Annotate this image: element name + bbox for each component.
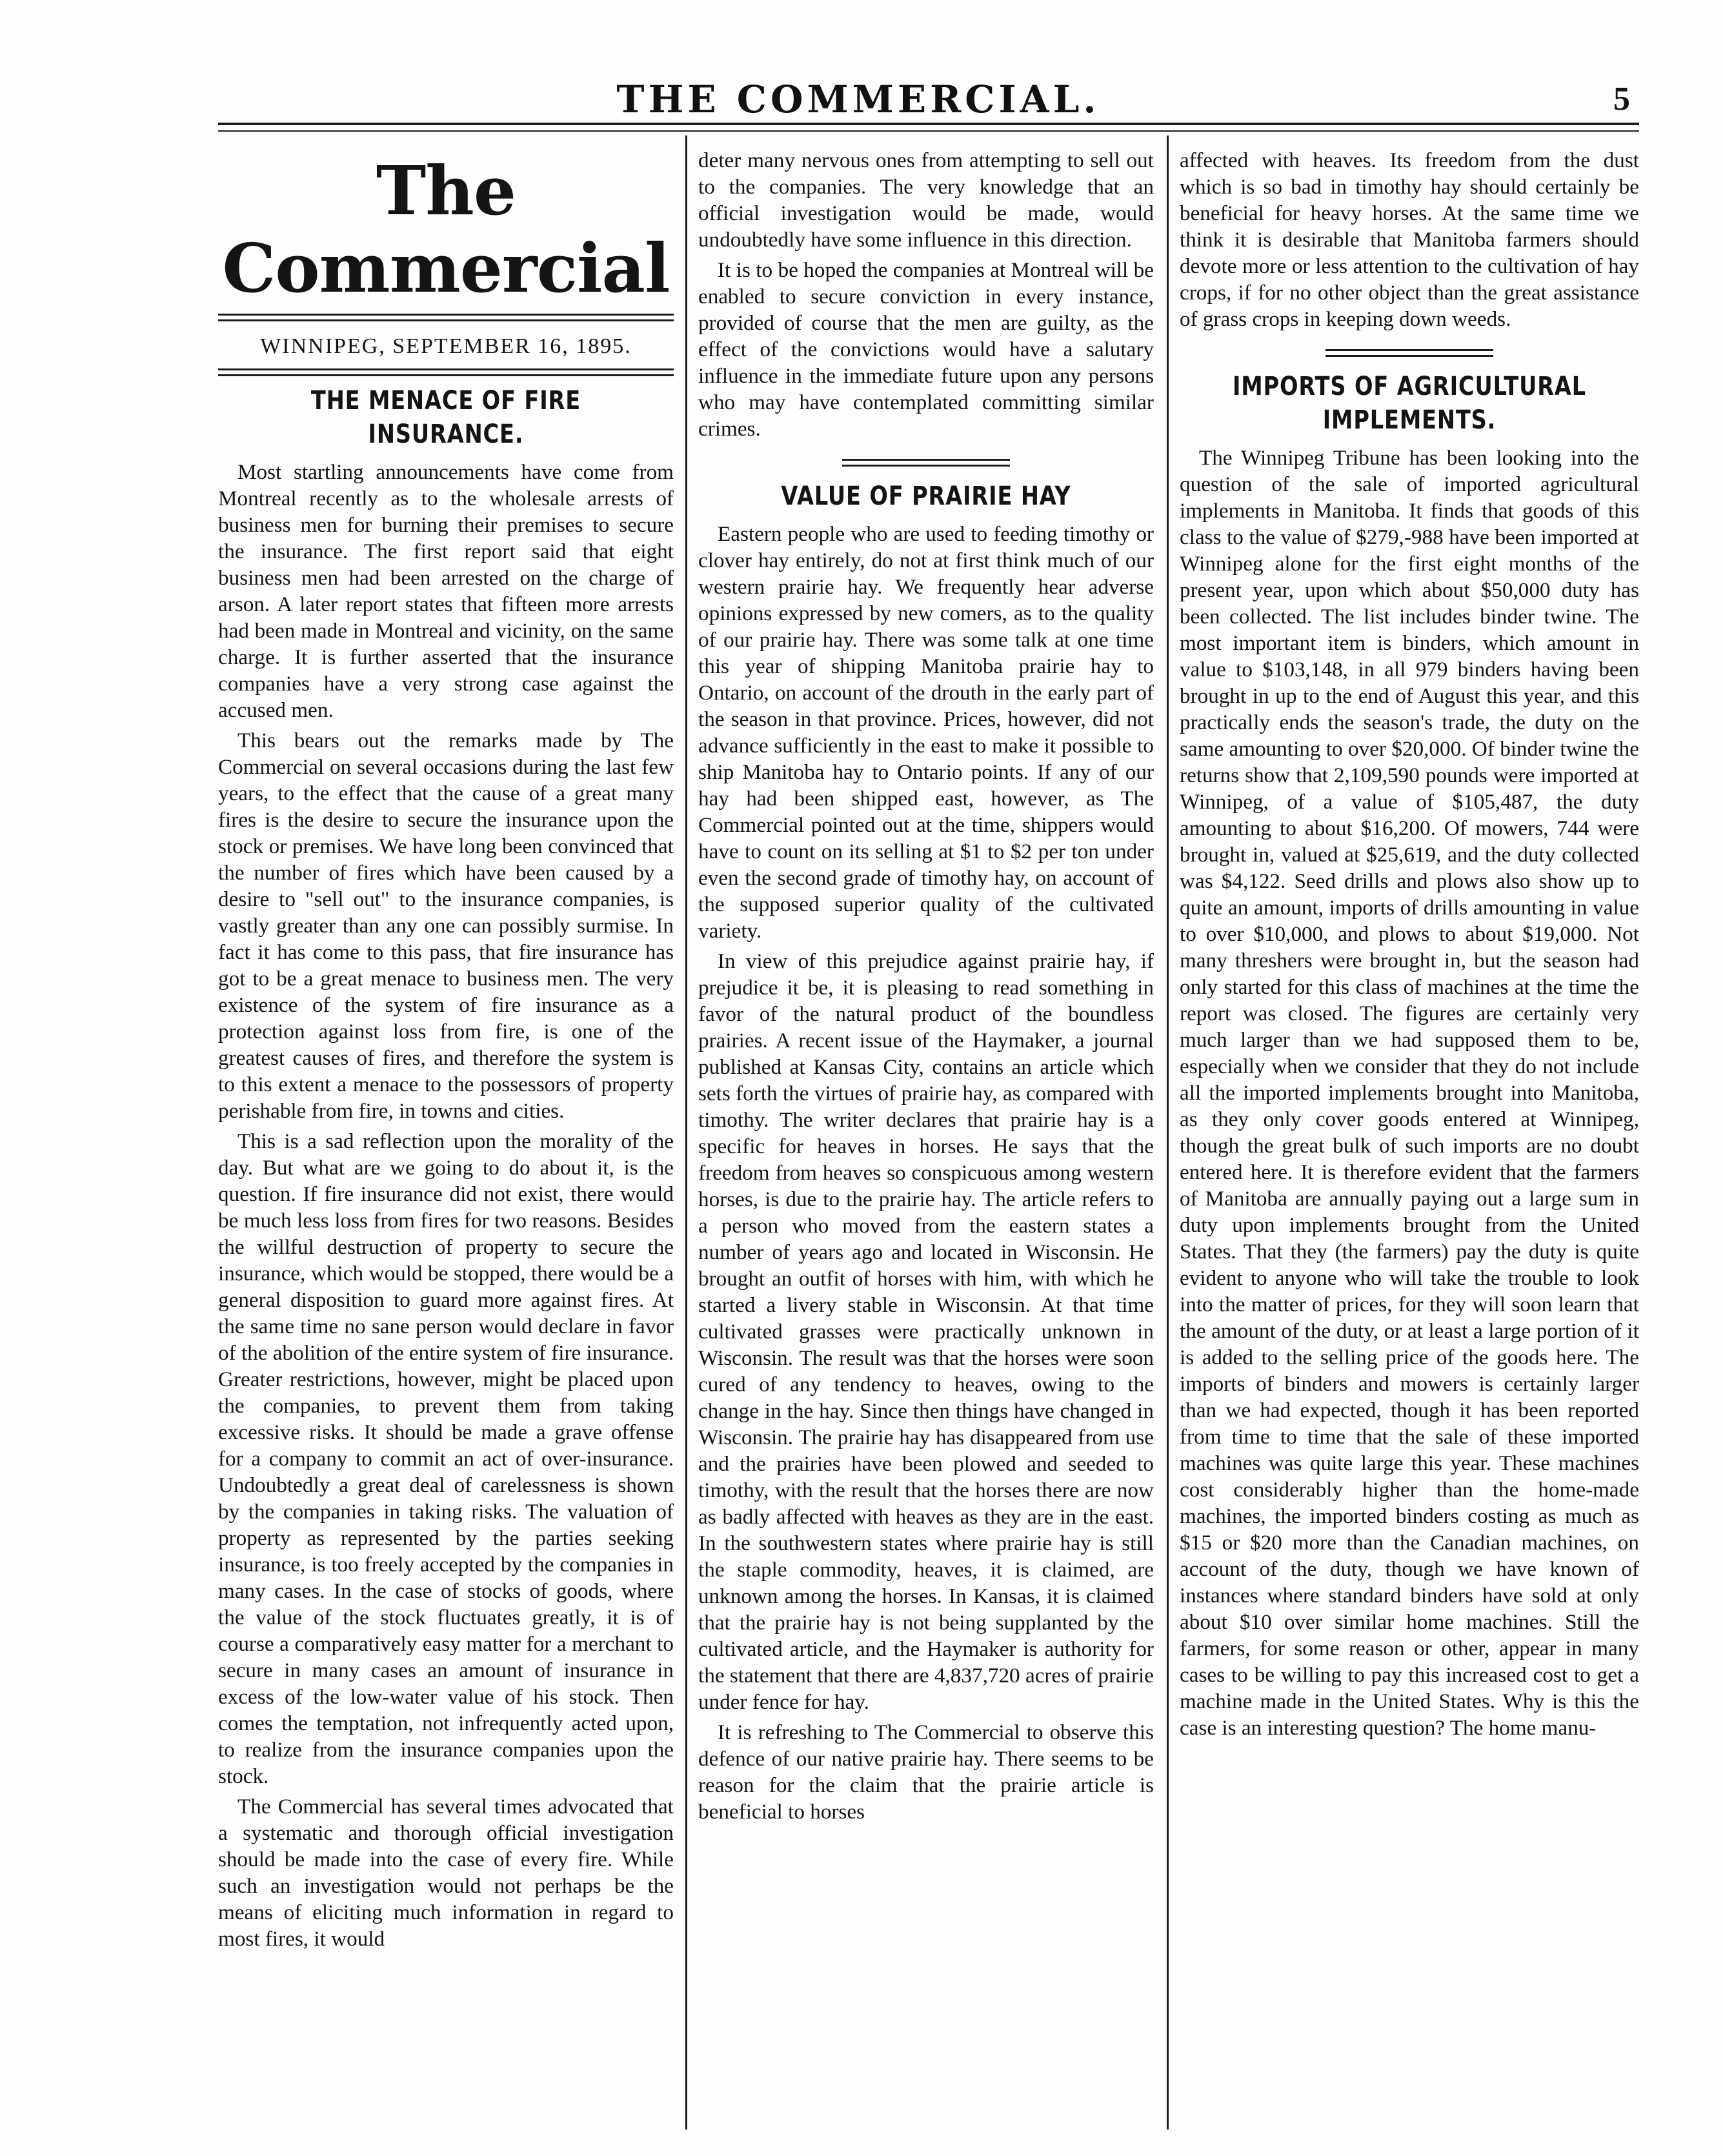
fire-insurance-continuation: deter many nervous ones from attempting to sell out to the companies. The very knowledge that an official investigation would be made, would undoubtedly have some influence in this direction.	[698, 148, 1154, 252]
headline-imports-line-2: IMPLEMENTS.	[1322, 405, 1496, 435]
fire-insurance-paragraph: Most startling announcements have come from Montreal recently as to the wholesale arrests of business men for burning their premises to secure the insurance. The first report said that eight business men had been arrested on the charge of arson. A later report states that fifteen more arrests had been made in Montreal and vicinity, on the same charge. It is further asserted that the insurance companies have a very strong case against the accused men.	[218, 460, 674, 722]
section-divider	[842, 459, 1010, 467]
dateline: WINNIPEG, SEPTEMBER 16, 1895.	[260, 334, 632, 358]
section-divider	[1325, 349, 1493, 357]
column-divider-2	[1167, 136, 1169, 2130]
headline-prairie-hay: VALUE OF PRAIRIE HAY	[781, 481, 1071, 511]
column-3	[1180, 147, 1639, 2130]
dateline-double-rule	[218, 368, 674, 376]
imports-paragraph: The Winnipeg Tribune has been looking into the question of the sale of imported agricultural implements in Manitoba. It finds that goods of this class to the value of $279,-988 have been imported at Winnipeg alone for the first eight months of the present year, upon which about $50,000 duty has been collected. The list includes binder twine. The most important item is binders, which amount in value to $103,148, in all 979 binders having been brought in up to the end of August this year, and this practically ends the season's trade, the duty on the same amounting to over $20,000. Of binder twine the returns show that 2,109,590 pounds were imported at Winnipeg, of a value of $105,487, the duty amounting to about $16,200. Of mowers, 744 were brought in, valued at $25,619, and the duty collected was $4,122. Seed drills and plows also show up to quite an amount, imports of drills amounting in value to over $10,000, and plows to about $19,000. Not many threshers were brought in, but the season had only started for this class of machines at the time the report was closed. The figures are certainly very much larger than we had supposed them to be, especially when we consider that they do not include all the imported implements brought into Manitoba, as they only cover goods entered at Winnipeg, though the great bulk of such imports are no doubt entered here. It is therefore evident that the farmers of Manitoba are annually paying out a large sum in duty upon implements brought from the United States. That they (the farmers) pay the duty is quite evident to anyone who will take the trouble to look into the matter of prices, for they will soon learn that the amount of the duty, or at least a large portion of it is added to the selling price of the goods here. The imports of binders and mowers is certainly larger than we had expected, though it has been reported from time to time that the sale of these imported machines was quite large this year. These machines cost considerably higher than the home-made machines, the imported binders costing as much as $15 or $20 more than the Canadian machines, on account of the duty, though we have known of instances where standard binders have sold at only about $10 over similar home machines. Still the farmers, for some reason or other, appear in many cases to be willing to pay this increased cost to get a machine made in the United States. Why is this the case is an interesting question? The home manu-	[1180, 446, 1639, 1740]
running-head	[0, 77, 1723, 136]
column-1	[218, 147, 674, 2130]
prairie-hay-paragraph: In view of this prejudice against prairie hay, if prejudice it be, it is pleasing to read something in favor of the natural product of the boundless prairies. A recent issue of the Haymaker, a journal published at Kansas City, contains an article which sets forth the virtues of prairie hay, as compared with timothy. The writer declares that prairie hay is a specific for heaves in horses. He says that the freedom from heaves so conspicuous among western horses, is due to the prairie hay. The article refers to a person who moved from the eastern states a number of years ago and located in Wisconsin. He brought an outfit of horses with him, with which he started a livery stable in Wisconsin. At that time cultivated grasses were practically unknown in Wisconsin. The result was that the horses were soon cured of any tendency to heaves, owing to the change in the hay. Since then things have changed in Wisconsin. The prairie hay has disappeared from use and the prairies have been plowed and seeded to timothy, with the result that the horses there are now as badly affected with heaves as they are in the east. In the southwestern states where prairie hay is still the staple commodity, heaves, it is claimed, are unknown among the horses. In Kansas, it is claimed that the prairie hay is not being supplanted by the cultivated article, and the Haymaker is authority for the statement that there are 4,837,720 acres of prairie under fence for hay.	[698, 949, 1154, 1714]
prairie-hay-paragraph: Eastern people who are used to feeding timothy or clover hay entirely, do not at first think much of our western prairie hay. We frequently hear adverse opinions expressed by new comers, as to the quality of our prairie hay. There was some talk at one time this year of shipping Manitoba prairie hay to Ontario, on account of the drouth in the early part of the season in that province. Prices, however, did not advance sufficiently in the east to make it possible to ship Manitoba hay to Ontario points. If any of our hay had been shipped east, however, as The Commercial pointed out at the time, shippers would have to count on its selling at $1 to $2 per ton under even the second grade of timothy hay, on account of the supposed superior quality of the cultivated variety.	[698, 522, 1154, 943]
fire-insurance-paragraph: This bears out the remarks made by The Commercial on several occasions during the last few years, to the effect that the cause of a great many fires is the desire to secure the insurance upon the stock or premises. We have long been convinced that the number of fires which have been caused by a desire to "sell out" to the insurance companies, is vastly greater than any one can possibly surmise. In fact it has come to this pass, that fire insurance has got to be a great menace to business men. The very existence of the system of fire insurance as a protection against loss from fire, is one of the greatest causes of fires, and therefore the system is to this extent a menace to the possessors of property perishable from fire, in towns and cities.	[218, 729, 674, 1123]
running-head-title: THE COMMERCIAL.	[616, 77, 1100, 121]
fire-insurance-paragraph: This is a sad reflection upon the morality of the day. But what are we going to do about it, is the question. If fire insurance did not exist, there would be much less loss from fires for two reasons. Besides the willful destruction of property to secure the insurance, which would be stopped, there would be a general disposition to guard more against fires. At the same time no sane person would declare in favor of the abolition of the entire system of fire insurance. Greater restrictions, however, might be placed upon the companies, to prevent them from taking excessive risks. It should be made a grave offense for a company to commit an act of over-insurance. Undoubtedly a great deal of carelessness is shown by the companies in taking risks. The valuation of property as represented by the parties seeking insurance, is too freely accepted by the companies in many cases. In the case of stocks of goods, where the value of the stock fluctuates greatly, it is of course a comparatively easy matter for a merchant to secure in many cases an amount of insurance in excess of the low-water value of his stock. Then comes the temptation, not infrequently acted upon, to realize from the insurance companies upon the stock.	[218, 1129, 674, 1788]
head-rule-thin	[218, 130, 1639, 132]
prairie-hay-paragraph: It is refreshing to The Commercial to observe this defence of our native prairie hay. There seems to be reason for the claim that the prairie article is beneficial to horses	[698, 1720, 1154, 1824]
headline-fire-insurance: THE MENACE OF FIRE INSURANCE.	[310, 386, 581, 449]
masthead-double-rule	[218, 314, 674, 321]
prairie-hay-continuation: affected with heaves. Its freedom from the dust which is so bad in timothy hay should certainly be beneficial for heavy horses. At the same time we think it is desirable that Manitoba farmers should devote more or less attention to the cultivation of hay crops, if for no other object than the great assistance of grass crops in keeping down weeds.	[1180, 148, 1639, 331]
masthead: The Commercial	[222, 151, 670, 308]
column-2	[698, 147, 1154, 2130]
fire-insurance-continuation: It is to be hoped the companies at Montreal will be enabled to secure conviction in every instance, provided of course that the men are guilty, as the effect of the convictions would have a salutary influence in the immediate future upon any persons who may have contemplated committing similar crimes.	[698, 258, 1154, 441]
page-number: 5	[1613, 81, 1630, 117]
headline-imports-line-1: IMPORTS OF AGRICULTURAL	[1232, 372, 1587, 401]
head-rule-thick	[218, 123, 1639, 125]
fire-insurance-paragraph: The Commercial has several times advocated that a systematic and thorough official investigation should be made into the case of every fire. While such an investigation would not perhaps be the means of eliciting much information in regard to most fires, it would	[218, 1795, 674, 1951]
column-divider-1	[685, 136, 687, 2130]
